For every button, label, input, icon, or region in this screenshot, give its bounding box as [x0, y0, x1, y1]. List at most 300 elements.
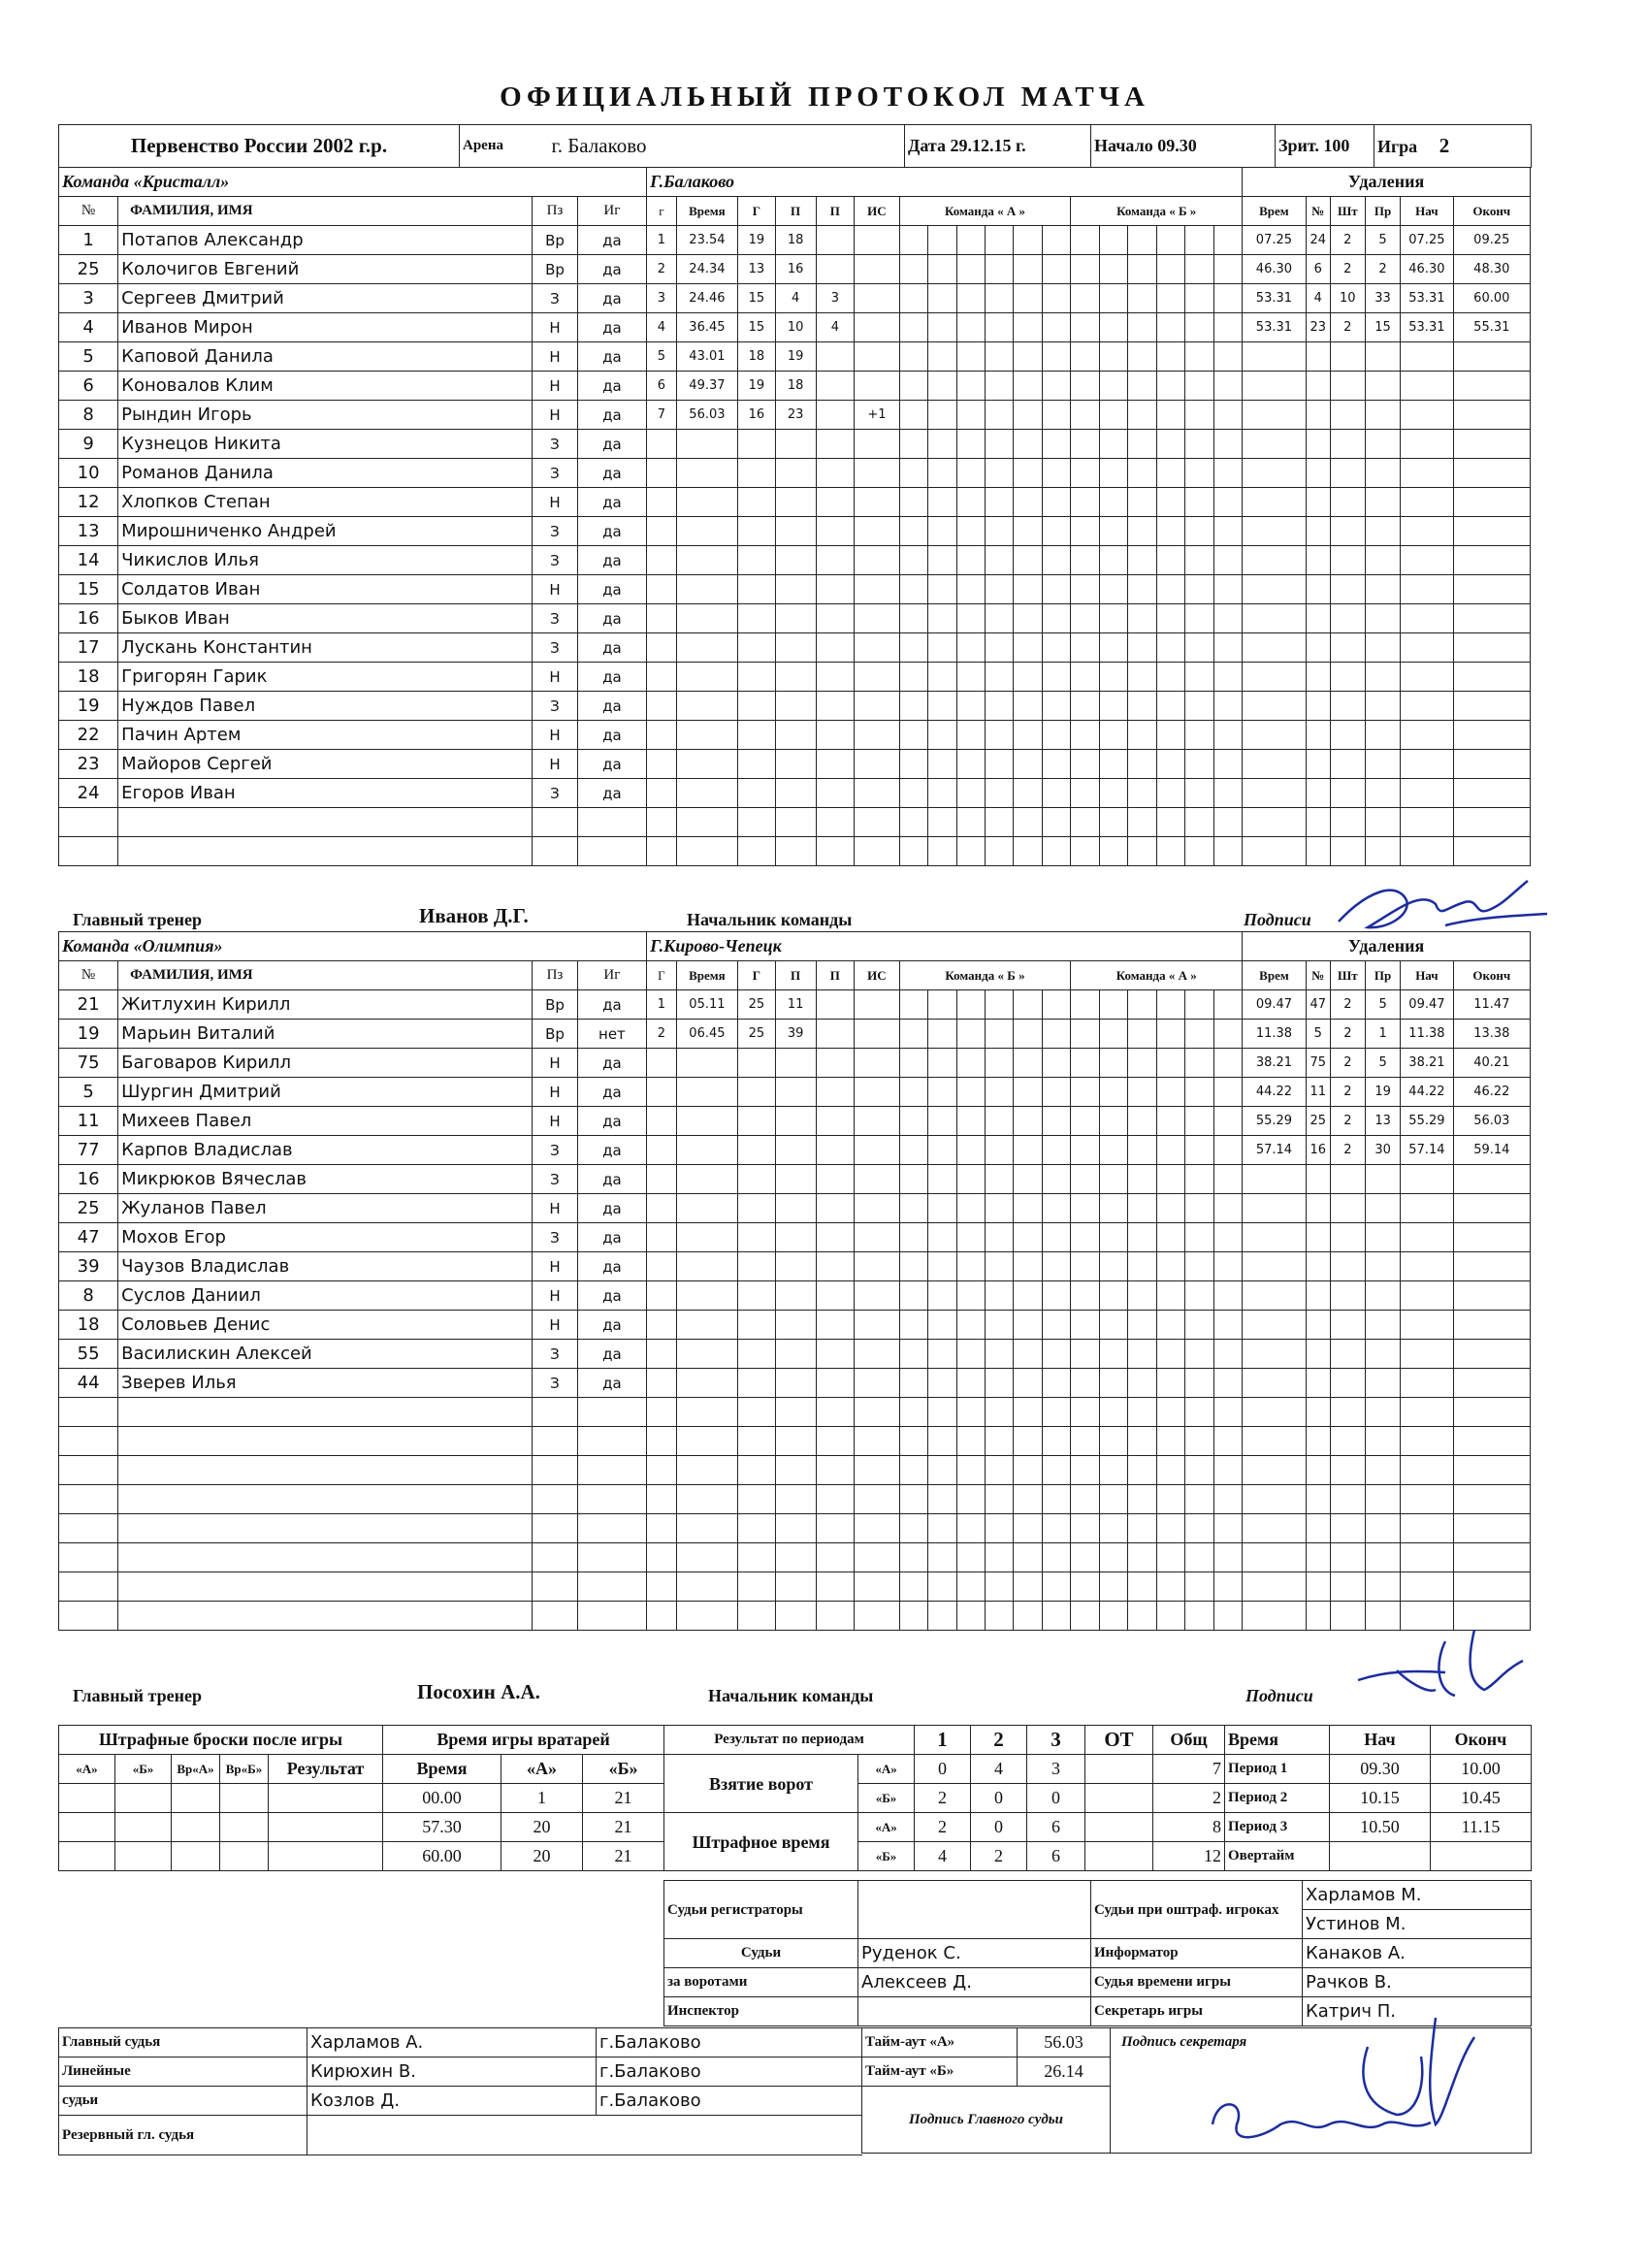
- lineup-cell: [1042, 721, 1070, 750]
- lineup-cell: [1014, 372, 1042, 401]
- goal-number: [647, 1311, 677, 1340]
- lineup-cell: [1185, 1281, 1213, 1311]
- penalty-end: [1453, 430, 1530, 459]
- lineup-cell: [1128, 1543, 1156, 1572]
- player-row: [59, 488, 1531, 517]
- penalty-start: [1401, 1369, 1453, 1398]
- lineup-cell: [956, 1311, 985, 1340]
- penalty-time: 38.21: [1243, 1049, 1307, 1078]
- penalty-start: [1401, 459, 1453, 488]
- lineup-cell: [1014, 488, 1042, 517]
- lineup-cell: [1042, 1136, 1070, 1165]
- goal-scorer: [738, 1223, 776, 1252]
- penalty-reason: 2: [1365, 255, 1400, 284]
- lineup-cell: [899, 663, 927, 692]
- penalty-minutes: 2: [1330, 226, 1365, 255]
- lineup-cell: [985, 1340, 1013, 1369]
- goals-label: Взятие ворот: [664, 1755, 858, 1813]
- penalty-player: 11: [1306, 1078, 1330, 1107]
- lineup-cell: [928, 1572, 956, 1602]
- player-position: Вр: [533, 255, 577, 284]
- goal-time: [676, 1456, 737, 1485]
- player-row: [59, 430, 1531, 459]
- penalty-reason: 13: [1365, 1107, 1400, 1136]
- lineup-cell: [899, 1252, 927, 1281]
- penalty-player: [1306, 808, 1330, 837]
- lineup-cell: [1213, 1136, 1242, 1165]
- player-position: Н: [533, 1311, 577, 1340]
- lineup-cell: [1185, 779, 1213, 808]
- goal-assist-1: [775, 1281, 816, 1311]
- penalty-player: 16: [1306, 1136, 1330, 1165]
- penalty-start: [1401, 1398, 1453, 1427]
- goal-assist-1: [775, 1456, 816, 1485]
- lineup-cell: [1042, 226, 1070, 255]
- goal-assist-1: [775, 1165, 816, 1194]
- lineup-cell: [1071, 488, 1099, 517]
- lineup-cell: [1014, 1514, 1042, 1543]
- lineup-cell: [1042, 1456, 1070, 1485]
- lineup-cell: [1185, 692, 1213, 721]
- goal-assist-1: 23: [775, 401, 816, 430]
- lineup-cell: [899, 488, 927, 517]
- lineup-cell: [985, 604, 1013, 633]
- lineup-cell: [1128, 575, 1156, 604]
- goal-number: [647, 663, 677, 692]
- goal-time: 24.46: [676, 284, 737, 313]
- lineup-cell: [1213, 633, 1242, 663]
- lineup-cell: [1071, 1543, 1099, 1572]
- lineup-cell: [1099, 808, 1127, 837]
- lineup-cell: [956, 1572, 985, 1602]
- goal-assist-2: [816, 575, 855, 604]
- player-position: З: [533, 1165, 577, 1194]
- shootout-goalie-block: [58, 1725, 664, 1871]
- player-played: да: [577, 692, 646, 721]
- lineup-cell: [985, 750, 1013, 779]
- lineup-cell: [1185, 1543, 1213, 1572]
- period-col-total: Общ: [1153, 1726, 1225, 1755]
- lineup-cell: [1185, 401, 1213, 430]
- penalty-start: [1401, 1427, 1453, 1456]
- goal-scorer: [738, 663, 776, 692]
- penalty-player: [1306, 837, 1330, 866]
- lineup-cell: [1042, 1572, 1070, 1602]
- penalty-player: [1306, 488, 1330, 517]
- penalty-time: [1243, 1456, 1307, 1485]
- goal-assist-1: [775, 430, 816, 459]
- penalty-end: [1453, 1223, 1530, 1252]
- player-number: 8: [59, 401, 118, 430]
- penalty-end: [1453, 1398, 1530, 1427]
- lineup-cell: [1156, 1427, 1184, 1456]
- period-label: Период 1: [1225, 1755, 1330, 1784]
- penalty-reason: [1365, 575, 1400, 604]
- player-position: З: [533, 692, 577, 721]
- lineup-cell: [1014, 837, 1042, 866]
- lineup-cell: [1156, 517, 1184, 546]
- penalty-reason: 5: [1365, 990, 1400, 1020]
- goalie-col-b: «Б»: [583, 1755, 664, 1784]
- penalty-time: [1243, 1398, 1307, 1427]
- lineup-cell: [1014, 1602, 1042, 1631]
- player-row: [59, 226, 1531, 255]
- lineup-cell: [1156, 1223, 1184, 1252]
- penalty-player: [1306, 1398, 1330, 1427]
- player-number: 15: [59, 575, 118, 604]
- lineup-cell: [899, 459, 927, 488]
- goal-is: [855, 575, 899, 604]
- penalty-minutes: [1330, 1252, 1365, 1281]
- player-row: [59, 1107, 1531, 1136]
- secretary: Катрич П.: [1303, 1997, 1532, 2026]
- lineup-cell: [1185, 313, 1213, 342]
- pen-a-total: 8: [1153, 1813, 1225, 1842]
- player-row: [59, 1049, 1531, 1078]
- player-played: [577, 1602, 646, 1631]
- player-played: да: [577, 1340, 646, 1369]
- lineup-cell: [1156, 1369, 1184, 1398]
- penalty-player: 5: [1306, 1020, 1330, 1049]
- goal-number: [647, 692, 677, 721]
- penalty-start: [1401, 1311, 1453, 1340]
- goalie-b: 21: [583, 1842, 664, 1871]
- player-position: Н: [533, 750, 577, 779]
- player-position: З: [533, 1369, 577, 1398]
- goal-judges-label-2: за воротами: [664, 1968, 858, 1997]
- player-position: Н: [533, 372, 577, 401]
- linesman-1-city: г.Балаково: [597, 2057, 862, 2087]
- goal-assist-1: [775, 808, 816, 837]
- lineup-cell: [1099, 604, 1127, 633]
- penalty-player: 75: [1306, 1049, 1330, 1078]
- penalty-time: [1243, 1543, 1307, 1572]
- col-goal-time: Время: [676, 197, 737, 226]
- goal-scorer: [738, 1543, 776, 1572]
- lineup-cell: [928, 692, 956, 721]
- team-a-penalties-title: Удаления: [1243, 168, 1531, 197]
- lineup-cell: [985, 226, 1013, 255]
- penalty-reason: 19: [1365, 1078, 1400, 1107]
- lineup-cell: [1156, 1456, 1184, 1485]
- secretary-signature: [1193, 1979, 1513, 2183]
- lineup-cell: [1071, 255, 1099, 284]
- lineup-cell: [985, 1078, 1013, 1107]
- player-position: Н: [533, 1194, 577, 1223]
- lineup-cell: [985, 1136, 1013, 1165]
- penalty-reason: [1365, 1252, 1400, 1281]
- lineup-cell: [1156, 342, 1184, 372]
- penalty-minutes: [1330, 459, 1365, 488]
- player-number: 75: [59, 1049, 118, 1078]
- penalty-start: [1401, 1543, 1453, 1572]
- goal-number: 6: [647, 372, 677, 401]
- lineup-cell: [985, 575, 1013, 604]
- lineup-cell: [928, 1602, 956, 1631]
- goal-assist-2: [816, 430, 855, 459]
- player-played: [577, 1456, 646, 1485]
- lineup-cell: [1099, 372, 1127, 401]
- lineup-cell: [1042, 1398, 1070, 1427]
- player-position: [533, 1456, 577, 1485]
- penalty-end: [1453, 1252, 1530, 1281]
- player-played: да: [577, 430, 646, 459]
- player-row: [59, 1485, 1531, 1514]
- lineup-cell: [1213, 459, 1242, 488]
- player-row: [59, 1602, 1531, 1631]
- goal-scorer: [738, 1252, 776, 1281]
- lineup-cell: [985, 837, 1013, 866]
- penalty-minutes: [1330, 488, 1365, 517]
- penalty-start: [1401, 1252, 1453, 1281]
- penalty-time: [1243, 1194, 1307, 1223]
- start-label: Начало: [1094, 136, 1153, 155]
- lineup-cell: [1185, 1427, 1213, 1456]
- penalty-reason: [1365, 1194, 1400, 1223]
- goal-number: [647, 837, 677, 866]
- lineup-cell: [956, 1514, 985, 1543]
- lineup-cell: [1099, 1194, 1127, 1223]
- goal-time: [676, 1398, 737, 1427]
- lineup-cell: [1014, 663, 1042, 692]
- goals-a-p1: 0: [915, 1755, 971, 1784]
- lineup-cell: [899, 750, 927, 779]
- lineup-cell: [1099, 1572, 1127, 1602]
- player-played: да: [577, 1281, 646, 1311]
- goal-time: [676, 1427, 737, 1456]
- player-name: Пачин Артем: [118, 721, 533, 750]
- penalty-reason: [1365, 1340, 1400, 1369]
- lineup-cell: [956, 633, 985, 663]
- lineup-cell: [985, 430, 1013, 459]
- goal-scorer: 15: [738, 284, 776, 313]
- lineup-cell: [1071, 779, 1099, 808]
- player-name: Быков Иван: [118, 604, 533, 633]
- lineup-cell: [1128, 1398, 1156, 1427]
- penalty-box-label: Судьи при оштраф. игроках: [1091, 1881, 1303, 1939]
- game-value: 2: [1439, 134, 1450, 157]
- goal-time: [676, 663, 737, 692]
- col-played: Иг: [577, 961, 646, 990]
- goal-is: [855, 808, 899, 837]
- lineup-cell: [1042, 1252, 1070, 1281]
- penalty-time: [1243, 488, 1307, 517]
- lineup-cell: [928, 488, 956, 517]
- lineup-cell: [956, 1078, 985, 1107]
- goal-assist-1: 18: [775, 372, 816, 401]
- penalty-start: [1401, 517, 1453, 546]
- goal-time: [676, 546, 737, 575]
- lineup-cell: [956, 1340, 985, 1369]
- secretary-sign-label: Подпись секретаря: [1121, 2034, 1247, 2050]
- lineup-cell: [1042, 430, 1070, 459]
- lineup-cell: [1213, 750, 1242, 779]
- goal-is: [855, 459, 899, 488]
- player-played: да: [577, 750, 646, 779]
- penalty-player: [1306, 401, 1330, 430]
- lineup-cell: [1071, 372, 1099, 401]
- goal-scorer: 25: [738, 1020, 776, 1049]
- penalty-time: [1243, 604, 1307, 633]
- goal-is: [855, 313, 899, 342]
- goal-assist-1: 4: [775, 284, 816, 313]
- penalty-time: [1243, 1340, 1307, 1369]
- team-b-column-headers: [59, 961, 1531, 990]
- penalty-time: [1243, 459, 1307, 488]
- goal-scorer: [738, 750, 776, 779]
- col-pos: Пз: [533, 197, 577, 226]
- player-played: да: [577, 1049, 646, 1078]
- lineup-cell: [956, 1020, 985, 1049]
- goal-time: [676, 808, 737, 837]
- period-end: [1431, 1842, 1532, 1871]
- lineup-cell: [1156, 1572, 1184, 1602]
- lineup-cell: [1213, 1514, 1242, 1543]
- player-row: [59, 1281, 1531, 1311]
- col-assist-2: П: [816, 961, 855, 990]
- lineup-cell: [1213, 1543, 1242, 1572]
- lineup-cell: [1014, 1165, 1042, 1194]
- player-position: [533, 1485, 577, 1514]
- linesman-2-city: г.Балаково: [597, 2087, 862, 2116]
- goal-number: [647, 517, 677, 546]
- player-played: да: [577, 459, 646, 488]
- player-played: [577, 837, 646, 866]
- lineup-cell: [985, 1602, 1013, 1631]
- lineup-cell: [956, 517, 985, 546]
- lineup-cell: [1185, 517, 1213, 546]
- player-row: [59, 1340, 1531, 1369]
- penalty-minutes: [1330, 1223, 1365, 1252]
- penalty-player: [1306, 1252, 1330, 1281]
- goals-a-p2: 4: [971, 1755, 1027, 1784]
- player-number: 9: [59, 430, 118, 459]
- goalie-time: 57.30: [383, 1813, 501, 1842]
- penalty-minutes: [1330, 779, 1365, 808]
- lineup-cell: [985, 1281, 1013, 1311]
- penalty-reason: [1365, 692, 1400, 721]
- lineup-cell: [1185, 1398, 1213, 1427]
- penalty-start: 07.25: [1401, 226, 1453, 255]
- penalty-start: [1401, 575, 1453, 604]
- lineup-cell: [1014, 1572, 1042, 1602]
- referees-block: [58, 2027, 862, 2155]
- lineup-cell: [1156, 692, 1184, 721]
- penalty-end: [1453, 575, 1530, 604]
- goal-scorer: 19: [738, 226, 776, 255]
- penalty-reason: [1365, 517, 1400, 546]
- pen-a-p2: 0: [971, 1813, 1027, 1842]
- lineup-cell: [1042, 255, 1070, 284]
- player-name: [118, 1427, 533, 1456]
- player-position: З: [533, 633, 577, 663]
- player-row: [59, 313, 1531, 342]
- goal-time: [676, 604, 737, 633]
- goal-is: [855, 633, 899, 663]
- goal-time: 49.37: [676, 372, 737, 401]
- player-name: Мирошниченко Андрей: [118, 517, 533, 546]
- player-name: [118, 808, 533, 837]
- lineup-cell: [1014, 633, 1042, 663]
- lineup-cell: [1042, 517, 1070, 546]
- lineup-cell: [1128, 1223, 1156, 1252]
- lineup-cell: [1128, 226, 1156, 255]
- lineup-cell: [1014, 1369, 1042, 1398]
- goal-number: [647, 750, 677, 779]
- lineup-cell: [1014, 1456, 1042, 1485]
- player-position: Н: [533, 401, 577, 430]
- goal-number: [647, 1049, 677, 1078]
- player-row: [59, 1543, 1531, 1572]
- penalty-minutes: [1330, 1485, 1365, 1514]
- lineup-cell: [1185, 721, 1213, 750]
- player-name: Лускань Константин: [118, 633, 533, 663]
- player-number: [59, 1456, 118, 1485]
- lineup-cell: [899, 284, 927, 313]
- lineup-cell: [1156, 1543, 1184, 1572]
- lineup-cell: [1213, 1456, 1242, 1485]
- lineup-cell: [1099, 1020, 1127, 1049]
- goal-scorer: [738, 1107, 776, 1136]
- shootout-col-b: «Б»: [115, 1755, 172, 1784]
- lineup-cell: [1156, 604, 1184, 633]
- player-number: 18: [59, 663, 118, 692]
- lineup-cell: [1185, 1078, 1213, 1107]
- goal-assist-1: 16: [775, 255, 816, 284]
- penalty-end: [1453, 1572, 1530, 1602]
- lineup-cell: [1156, 1165, 1184, 1194]
- goal-number: [647, 459, 677, 488]
- goal-number: [647, 1107, 677, 1136]
- lineup-cell: [1156, 255, 1184, 284]
- player-number: 39: [59, 1252, 118, 1281]
- player-name: Михеев Павел: [118, 1107, 533, 1136]
- penalty-start: 44.22: [1401, 1078, 1453, 1107]
- goal-assist-2: [816, 255, 855, 284]
- lineup-cell: [899, 633, 927, 663]
- lineup-cell: [956, 1049, 985, 1078]
- penalty-minutes: [1330, 1572, 1365, 1602]
- player-position: Н: [533, 575, 577, 604]
- penalty-minutes: [1330, 401, 1365, 430]
- lineup-cell: [1099, 313, 1127, 342]
- lineup-cell: [1213, 1194, 1242, 1223]
- goal-time: 36.45: [676, 313, 737, 342]
- pen-b-team: «Б»: [858, 1842, 915, 1871]
- lineup-cell: [1213, 517, 1242, 546]
- lineup-cell: [1128, 1165, 1156, 1194]
- lineup-cell: [956, 808, 985, 837]
- goal-time: [676, 1252, 737, 1281]
- goal-is: [855, 1572, 899, 1602]
- lineup-cell: [1156, 779, 1184, 808]
- goal-scorer: [738, 575, 776, 604]
- lineup-cell: [1185, 990, 1213, 1020]
- lineup-cell: [985, 1369, 1013, 1398]
- penalty-minutes: 2: [1330, 1078, 1365, 1107]
- player-position: Н: [533, 1049, 577, 1078]
- player-position: Вр: [533, 1020, 577, 1049]
- lineup-cell: [1185, 1020, 1213, 1049]
- lineup-cell: [1014, 1020, 1042, 1049]
- penalty-start: [1401, 1281, 1453, 1311]
- lineup-cell: [1156, 663, 1184, 692]
- penalty-start: 11.38: [1401, 1020, 1453, 1049]
- goal-time: [676, 1165, 737, 1194]
- lineup-cell: [899, 1078, 927, 1107]
- goal-scorer: [738, 837, 776, 866]
- team-a-column-headers: [59, 197, 1531, 226]
